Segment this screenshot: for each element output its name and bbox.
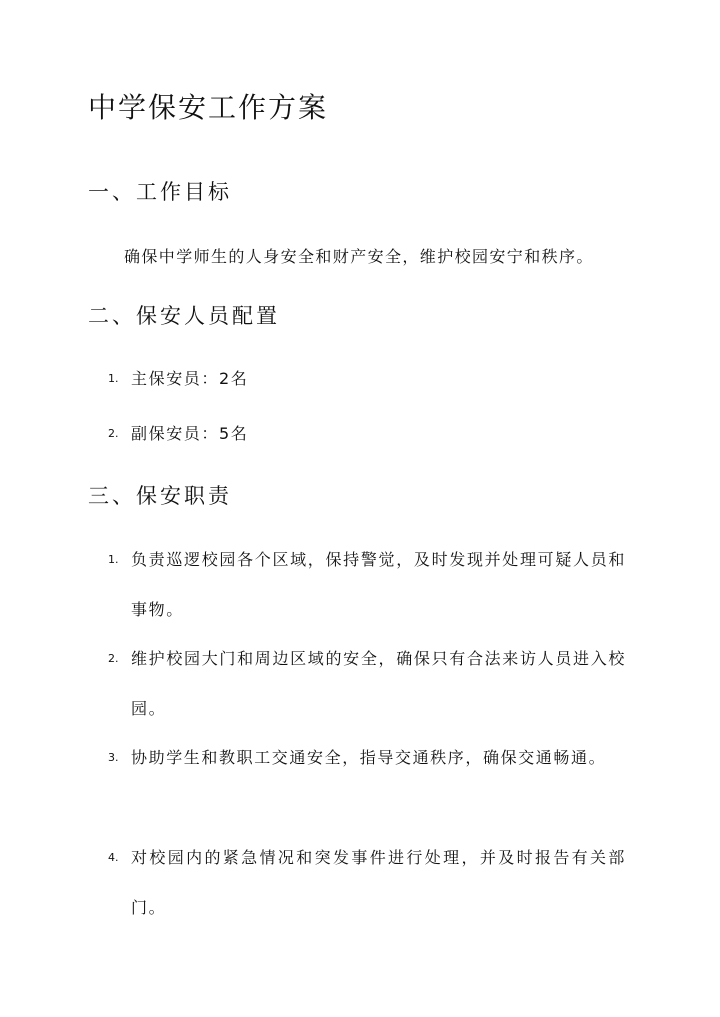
list-item <box>108 833 628 933</box>
list-item-number: 1. <box>108 372 119 385</box>
list-item-number: 2. <box>108 427 119 440</box>
list-item <box>108 634 628 734</box>
list-item-number: 3. <box>108 751 119 764</box>
list-item-text: 副保安员：5名 <box>131 424 249 443</box>
section-heading-staffing: 二、保安人员配置 <box>88 304 280 328</box>
list-item <box>108 409 628 459</box>
list-item-text: 协助学生和教职工交通安全，指导交通秩序，确保交通畅通。 <box>131 748 607 767</box>
list-item-text: 对校园内的紧急情况和突发事件进行处理，并及时报告有关部门。 <box>131 848 626 917</box>
list-item-text: 维护校园大门和周边区域的安全，确保只有合法来访人员进入校园。 <box>131 649 626 718</box>
section-heading-duties: 三、保安职责 <box>88 484 232 508</box>
list-item-text: 主保安员：2名 <box>131 369 249 388</box>
list-item <box>108 354 628 404</box>
document-title: 中学保安工作方案 <box>88 91 329 124</box>
section-paragraph-goals: 确保中学师生的人身安全和财产安全，维护校园安宁和秩序。 <box>124 247 594 266</box>
list-item-number: 4. <box>108 851 119 864</box>
section-heading-goals: 一、工作目标 <box>88 180 232 204</box>
list-item <box>108 535 628 635</box>
list-item-number: 2. <box>108 652 119 665</box>
list-item-number: 1. <box>108 553 119 566</box>
list-item <box>108 733 628 783</box>
list-item-text: 负责巡逻校园各个区域，保持警觉，及时发现并处理可疑人员和事物。 <box>131 550 626 619</box>
